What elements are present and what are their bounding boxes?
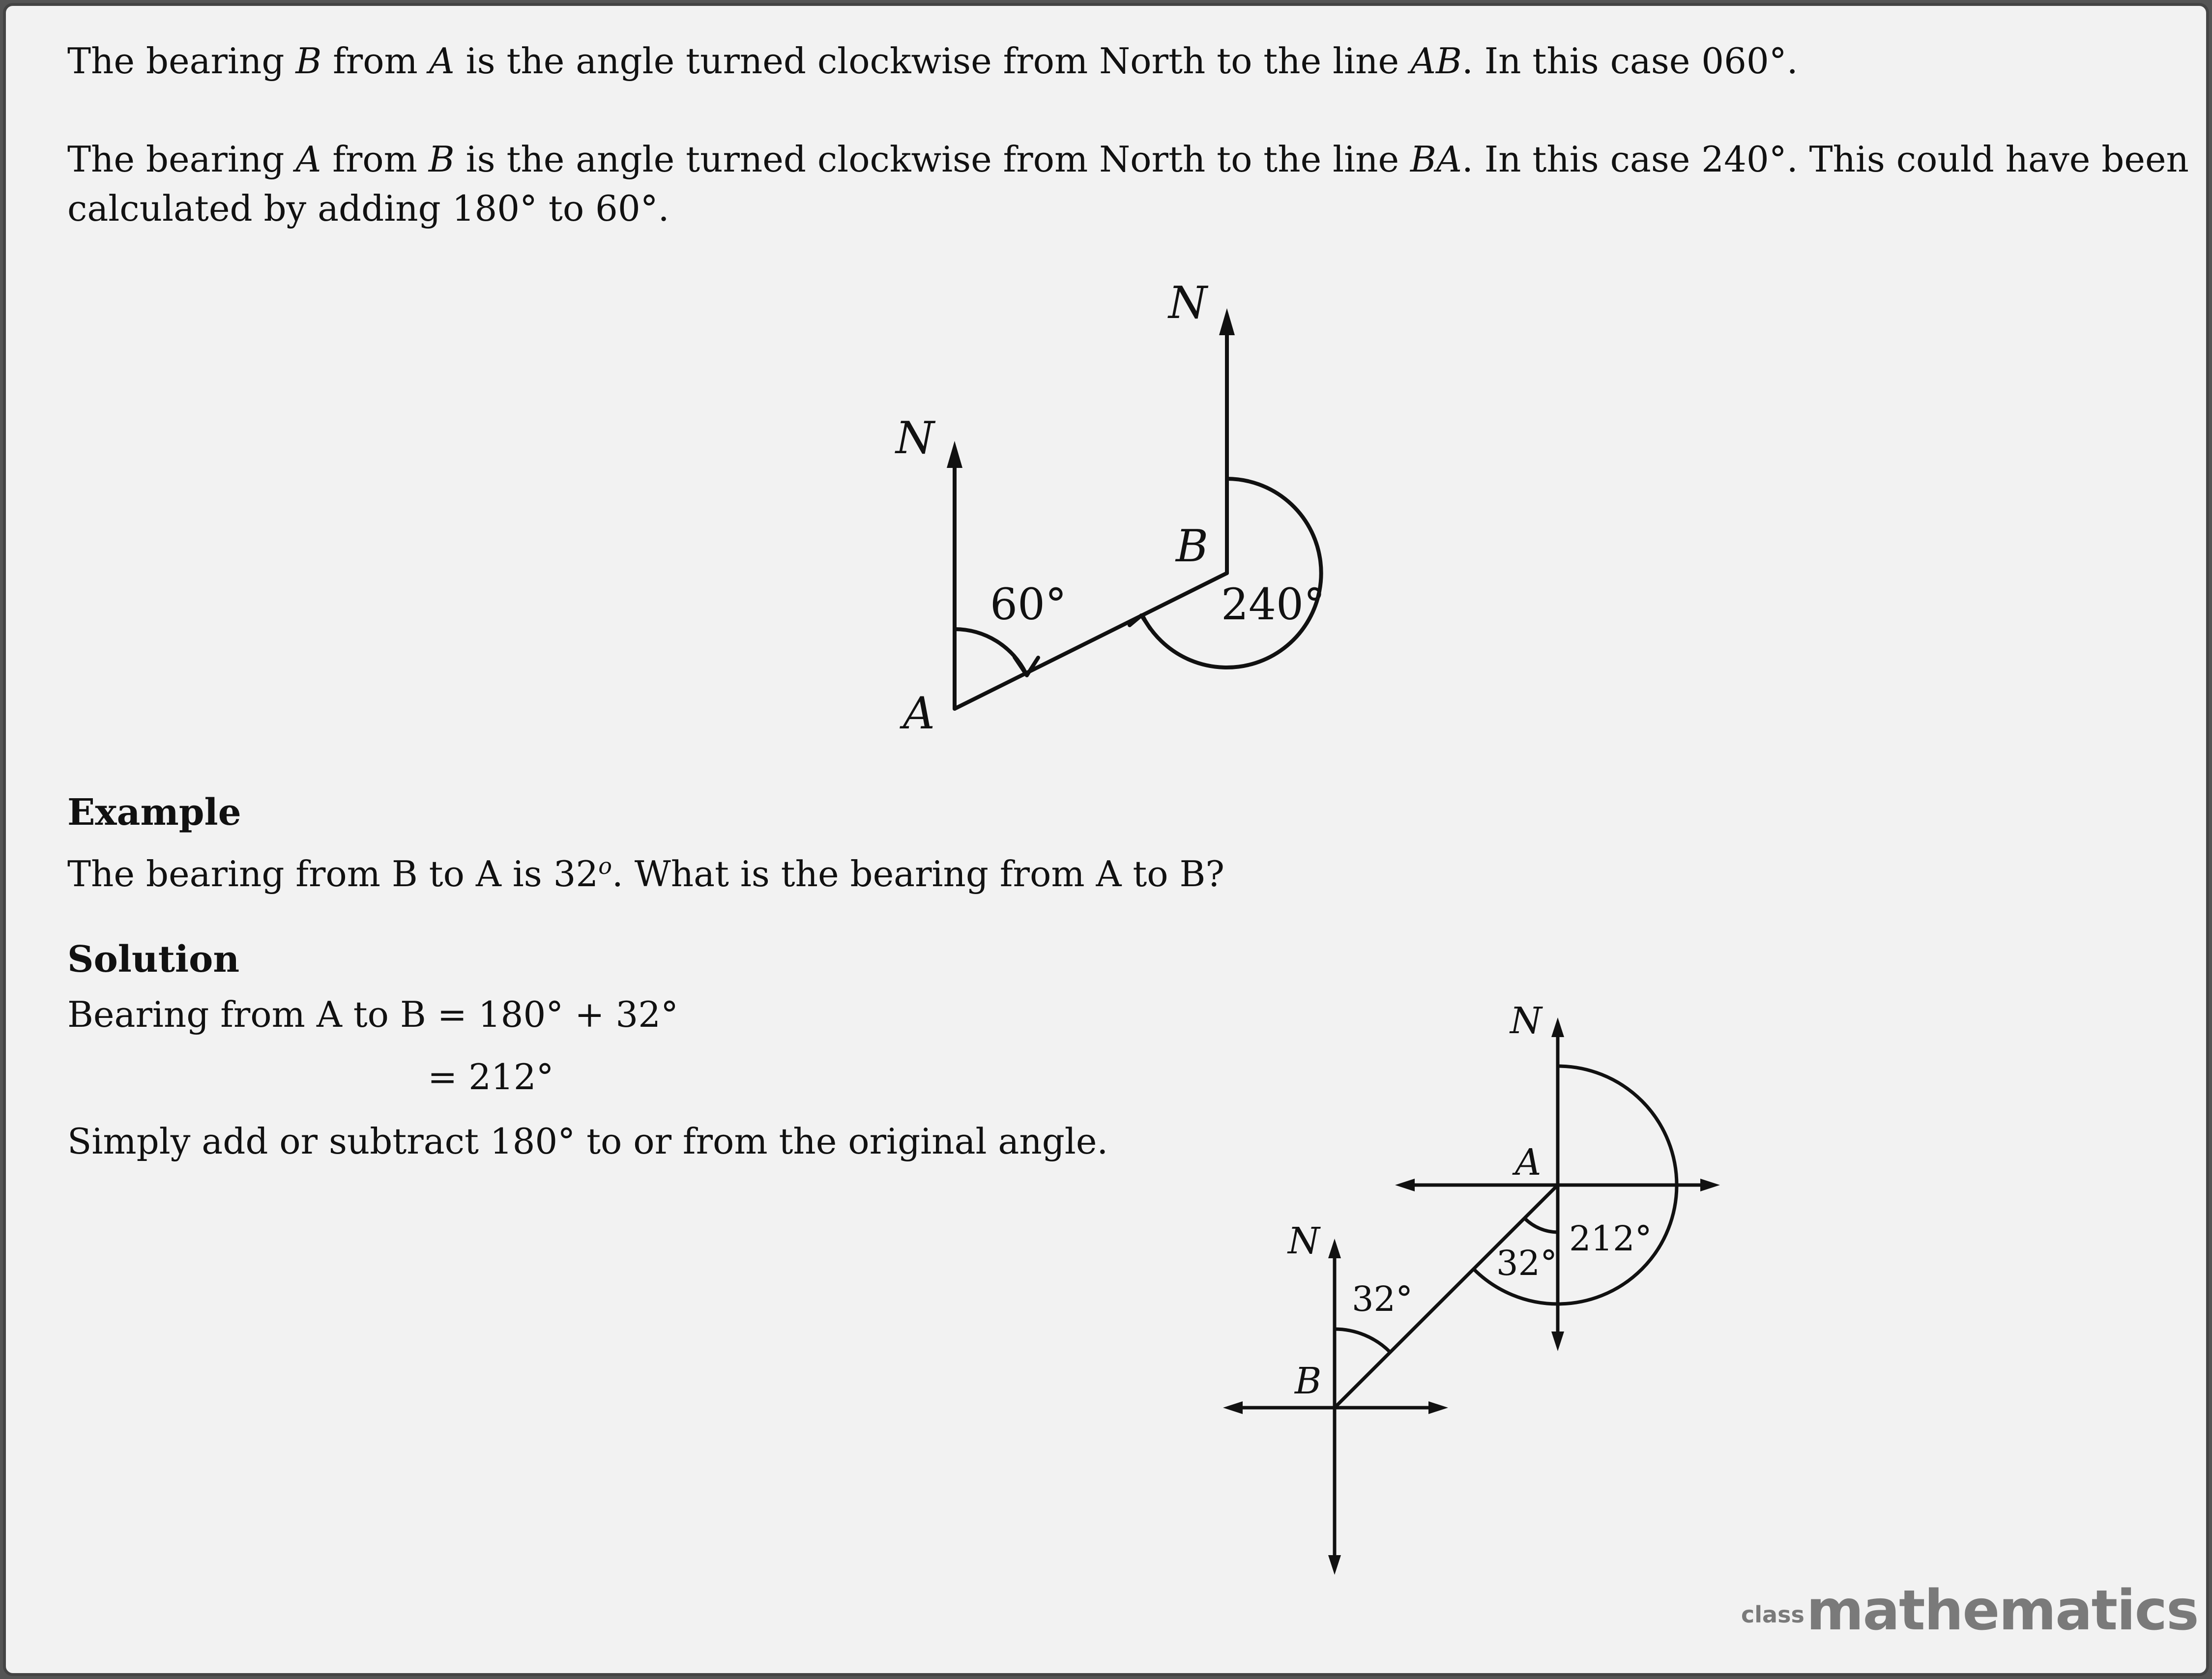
page [3, 3, 2209, 1676]
arrowhead-b-right [1428, 1401, 1448, 1414]
arrowhead-a-right [1700, 1179, 1720, 1191]
point-label-a2: A [1515, 1141, 1542, 1184]
intro-paragraph-1: The bearing B from A is the angle turned clockwise from North to the line AB. In this case 060°. [67, 40, 1798, 82]
point-label-b2: B [1295, 1360, 1322, 1402]
var-a: A [429, 40, 455, 82]
angle-label-212: 212° [1569, 1218, 1652, 1259]
arrowhead-a-left [1395, 1179, 1415, 1191]
point-label-b: B [1176, 521, 1209, 572]
bearing-diagram-2 [6, 6, 2206, 1673]
var-ab: AB [1410, 40, 1462, 82]
arc-32-at-a [1525, 1218, 1558, 1232]
north-label-b: N [1168, 277, 1207, 329]
var-b: B [428, 139, 455, 180]
angle-label-60: 60° [990, 579, 1067, 630]
intro-paragraph-3: calculated by adding 180° to 60°. [67, 188, 669, 229]
logo-mathematics-text: mathematics [1806, 1579, 2198, 1643]
logo-class-text: class [1741, 1601, 1805, 1628]
solution-heading: Solution [67, 938, 240, 981]
angle-label-240: 240° [1221, 579, 1325, 630]
arrowhead-b-up [1328, 1239, 1341, 1258]
example-question: The bearing from B to A is 32$^o$. What is the bearing from A to B? [67, 853, 1225, 895]
arrowhead-b-down [1328, 1555, 1341, 1575]
angle-label-32-b: 32° [1352, 1279, 1413, 1319]
solution-line-2: = 212° [428, 1056, 554, 1098]
var-b: B [295, 40, 322, 82]
north-label-b2: N [1288, 1220, 1320, 1262]
classmathematics-logo [1741, 1579, 2198, 1643]
arrowhead-a-up [1551, 1017, 1564, 1037]
solution-note: Simply add or subtract 180° to or from the original angle. [67, 1121, 1108, 1162]
north-label-a2: N [1510, 1000, 1542, 1042]
arrowhead-a-down [1551, 1332, 1564, 1351]
intro-paragraph-2: The bearing A from B is the angle turned clockwise from North to the line BA. In this case 240°. This could have been [67, 139, 2189, 180]
var-a: A [295, 139, 321, 180]
var-ba: BA [1410, 139, 1462, 180]
example-heading: Example [67, 791, 241, 834]
point-label-a: A [903, 688, 935, 739]
solution-line-1: Bearing from A to B = 180° + 32° [67, 994, 679, 1035]
arc-32-at-b [1335, 1329, 1390, 1352]
arrowhead-b-left [1223, 1401, 1243, 1414]
degree-superscript: o [598, 853, 612, 879]
angle-label-32-a: 32° [1496, 1243, 1558, 1283]
north-label-a: N [896, 412, 934, 464]
